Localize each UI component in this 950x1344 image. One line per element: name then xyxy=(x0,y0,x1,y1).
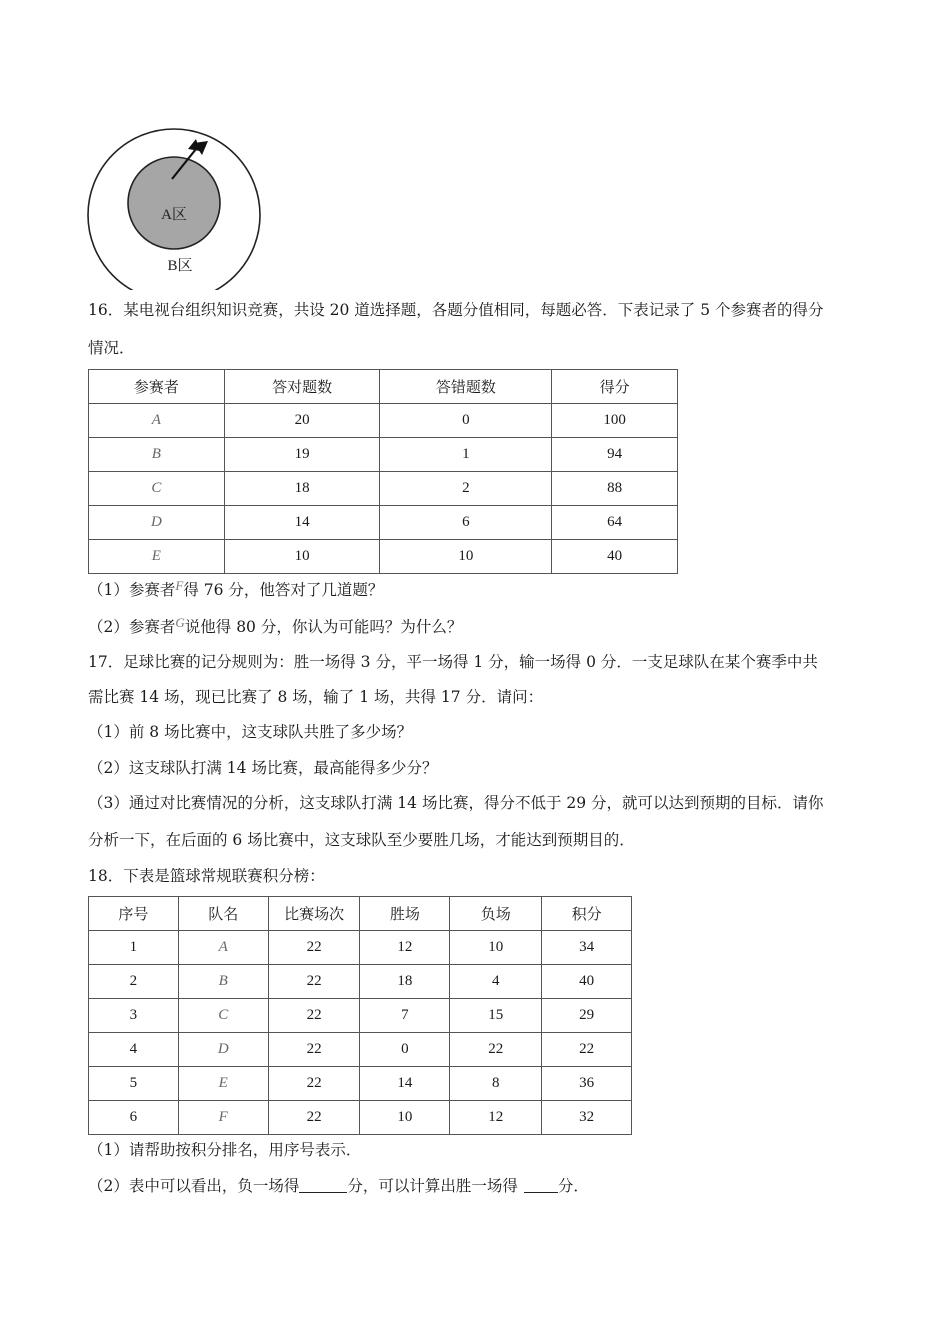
table-row xyxy=(89,931,632,965)
table-cell: 34 xyxy=(542,931,632,965)
table-cell: B xyxy=(89,438,225,472)
q16-stem-line2: 情况． xyxy=(88,339,135,357)
table-cell: A xyxy=(178,931,268,965)
table-cell: E xyxy=(178,1067,268,1101)
q18-sub2-a: （2）表中可以看出，负一场得 xyxy=(88,1177,300,1195)
table-header-row xyxy=(89,370,678,404)
q16-sub2-post: 说他得 80 分，你认为可能吗？为什么？ xyxy=(184,618,463,636)
header-cell: 比赛场次 xyxy=(268,897,360,931)
table-cell: 12 xyxy=(450,1101,542,1135)
table-cell: 100 xyxy=(552,404,678,438)
header-cell: 积分 xyxy=(542,897,632,931)
table-cell: 10 xyxy=(224,540,380,574)
table-cell: 4 xyxy=(89,1033,179,1067)
table-cell: B xyxy=(178,965,268,999)
answer-blank-lose[interactable] xyxy=(299,1176,347,1193)
q18-stem: 18．下表是篮球常规联赛积分榜： xyxy=(88,867,325,885)
dartboard-figure xyxy=(86,115,266,290)
table-cell: 7 xyxy=(360,999,450,1033)
table-cell: 5 xyxy=(89,1067,179,1101)
table-cell: D xyxy=(178,1033,268,1067)
q17-sub2: （2）这支球队打满 14 场比赛，最高能得多少分？ xyxy=(88,759,438,777)
table-cell: 22 xyxy=(542,1033,632,1067)
table-cell: 8 xyxy=(450,1067,542,1101)
table-cell: D xyxy=(89,506,225,540)
table-cell: 14 xyxy=(360,1067,450,1101)
table-cell: 22 xyxy=(268,999,360,1033)
q17-line2: 需比赛 14 场，现已比赛了 8 场，输了 1 场，共得 17 分．请问： xyxy=(88,688,544,706)
answer-blank-win[interactable] xyxy=(524,1176,558,1193)
table-cell: 1 xyxy=(380,438,552,472)
header-cell: 队名 xyxy=(178,897,268,931)
table-cell: 10 xyxy=(450,931,542,965)
q18-sub2-c: 分． xyxy=(557,1177,589,1195)
q16-score-table xyxy=(88,369,678,574)
table-cell: 10 xyxy=(360,1101,450,1135)
header-cell: 得分 xyxy=(552,370,678,404)
q16-stem-line1: 16．某电视台组织知识竞赛，共设 20 道选择题，各题分值相同，每题必答．下表记录了 5 个参赛者的得分 xyxy=(88,301,824,319)
q16-sub2 xyxy=(88,617,462,638)
table-cell: 18 xyxy=(360,965,450,999)
q16-sub1-post: 得 76 分，他答对了几道题？ xyxy=(183,581,384,599)
table-cell: 14 xyxy=(224,506,380,540)
table-row xyxy=(89,438,678,472)
table-row xyxy=(89,506,678,540)
q16-sub1-pre: （1）参赛者 xyxy=(88,581,176,599)
table-cell: 22 xyxy=(268,1067,360,1101)
table-cell: E xyxy=(89,540,225,574)
table-cell: 0 xyxy=(380,404,552,438)
table-cell: 3 xyxy=(89,999,179,1033)
q17-line1: 17．足球比赛的记分规则为：胜一场得 3 分，平一场得 1 分，输一场得 0 分．一支足球队在某个赛季中共 xyxy=(88,653,818,671)
table-cell: C xyxy=(89,472,225,506)
table-cell: C xyxy=(178,999,268,1033)
q17-sub3-line1: （3）通过对比赛情况的分析，这支球队打满 14 场比赛，得分不低于 29 分，就可以达到预期的目标．请你 xyxy=(88,794,824,812)
table-cell: 15 xyxy=(450,999,542,1033)
table-row xyxy=(89,965,632,999)
header-cell: 答错题数 xyxy=(380,370,552,404)
table-cell: 20 xyxy=(224,404,380,438)
q16-sub1 xyxy=(88,580,383,601)
table-cell: 22 xyxy=(268,931,360,965)
zone-a-label: A区 xyxy=(161,207,187,223)
header-cell: 胜场 xyxy=(360,897,450,931)
header-cell: 负场 xyxy=(450,897,542,931)
table-cell: 0 xyxy=(360,1033,450,1067)
inner-circle-zone-a xyxy=(128,157,220,249)
table-cell: A xyxy=(89,404,225,438)
table-cell: 88 xyxy=(552,472,678,506)
header-cell: 答对题数 xyxy=(224,370,380,404)
table-cell: 32 xyxy=(542,1101,632,1135)
table-cell: 29 xyxy=(542,999,632,1033)
table-row xyxy=(89,1033,632,1067)
table-row xyxy=(89,472,678,506)
table-cell: 40 xyxy=(552,540,678,574)
q16-sub1-var: F xyxy=(175,578,184,593)
table-cell: 40 xyxy=(542,965,632,999)
q16-sub2-var: G xyxy=(175,615,185,630)
q18-sub2 xyxy=(88,1176,589,1196)
table-cell: 22 xyxy=(268,1033,360,1067)
table-cell: 2 xyxy=(380,472,552,506)
q17-sub3-line2: 分析一下，在后面的 6 场比赛中，这支球队至少要胜几场，才能达到预期目的． xyxy=(88,831,635,849)
header-cell: 序号 xyxy=(89,897,179,931)
table-cell: 4 xyxy=(450,965,542,999)
q17-sub1: （1）前 8 场比赛中，这支球队共胜了多少场？ xyxy=(88,723,413,741)
table-cell: 12 xyxy=(360,931,450,965)
q18-sub2-b: 分，可以计算出胜一场得 xyxy=(347,1177,518,1195)
table-row xyxy=(89,1067,632,1101)
table-cell: 10 xyxy=(380,540,552,574)
q18-sub1: （1）请帮助按积分排名，用序号表示． xyxy=(88,1141,362,1159)
table-row xyxy=(89,540,678,574)
q18-standings-table xyxy=(88,896,632,1135)
table-cell: 19 xyxy=(224,438,380,472)
table-cell: 64 xyxy=(552,506,678,540)
table-row xyxy=(89,999,632,1033)
q16-sub2-pre: （2）参赛者 xyxy=(88,618,176,636)
table-row xyxy=(89,1101,632,1135)
zone-b-label: B区 xyxy=(167,258,193,274)
table-row xyxy=(89,404,678,438)
header-cell: 参赛者 xyxy=(89,370,225,404)
table-header-row xyxy=(89,897,632,931)
table-cell: 36 xyxy=(542,1067,632,1101)
table-cell: F xyxy=(178,1101,268,1135)
table-cell: 22 xyxy=(268,1101,360,1135)
table-cell: 1 xyxy=(89,931,179,965)
table-cell: 94 xyxy=(552,438,678,472)
table-cell: 6 xyxy=(89,1101,179,1135)
table-cell: 22 xyxy=(268,965,360,999)
table-cell: 2 xyxy=(89,965,179,999)
table-cell: 22 xyxy=(450,1033,542,1067)
table-cell: 18 xyxy=(224,472,380,506)
table-cell: 6 xyxy=(380,506,552,540)
